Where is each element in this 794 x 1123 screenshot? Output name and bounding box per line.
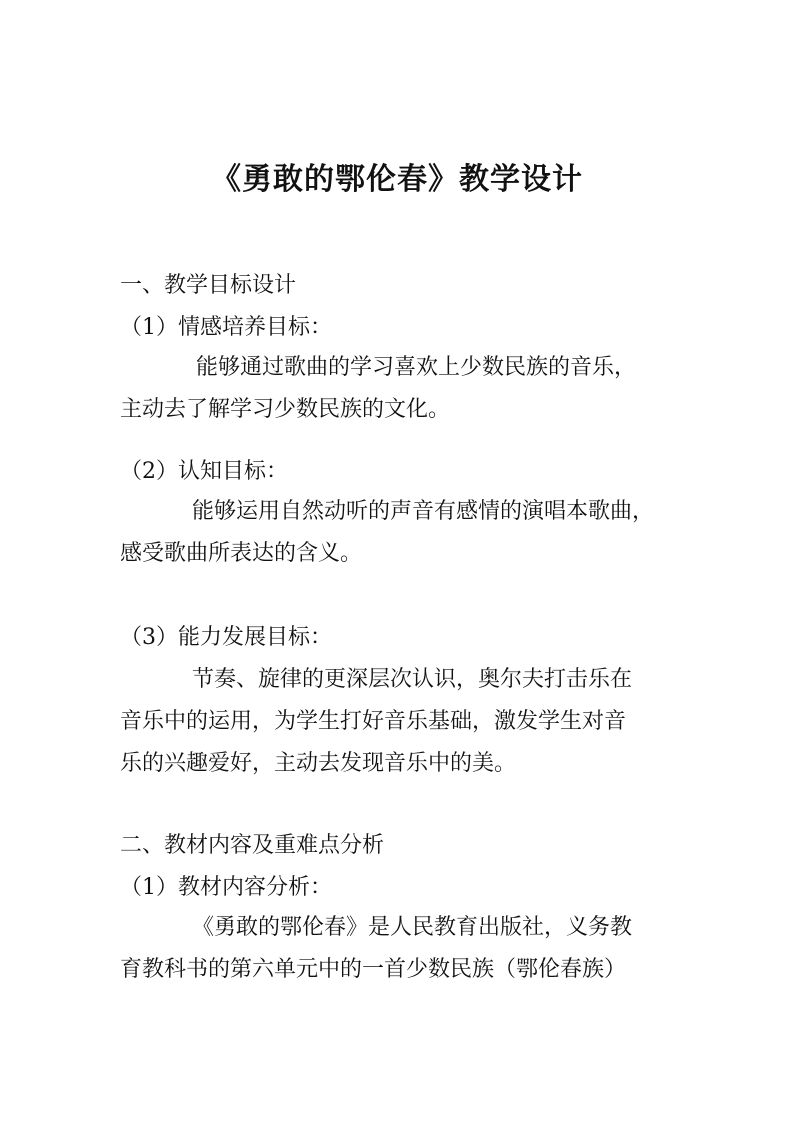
- paragraph-line: 乐的兴趣爱好，主动去发现音乐中的美。: [120, 751, 517, 776]
- section-heading-objectives: 一、教学目标设计: [120, 273, 297, 298]
- paragraph-line: 节奏、旋律的更深层次认识，奥尔夫打击乐在: [192, 667, 633, 692]
- item-label-emotion-goal: （1）情感培养目标：: [120, 315, 332, 340]
- paragraph-line: 育教科书的第六单元中的一首少数民族（鄂伦春族）: [120, 957, 627, 982]
- document-title: 《勇敢的鄂伦春》教学设计: [211, 162, 583, 197]
- paragraph-line: 能够运用自然动听的声音有感情的演唱本歌曲，: [192, 499, 655, 524]
- paragraph-line: 《勇敢的鄂伦春》是人民教育出版社，义务教: [192, 915, 633, 940]
- paragraph-line: 音乐中的运用，为学生打好音乐基础，激发学生对音: [120, 709, 627, 734]
- item-label-content-analysis: （1）教材内容分析：: [120, 875, 332, 900]
- paragraph-line: 主动去了解学习少数民族的文化。: [120, 397, 451, 422]
- section-heading-materials: 二、教材内容及重难点分析: [120, 833, 385, 858]
- paragraph-line: 感受歌曲所表达的含义。: [120, 541, 363, 566]
- item-label-cognitive-goal: （2）认知目标：: [120, 459, 288, 484]
- paragraph-line: 能够通过歌曲的学习喜欢上少数民族的音乐，: [196, 355, 637, 380]
- item-label-ability-goal: （3）能力发展目标：: [120, 625, 332, 650]
